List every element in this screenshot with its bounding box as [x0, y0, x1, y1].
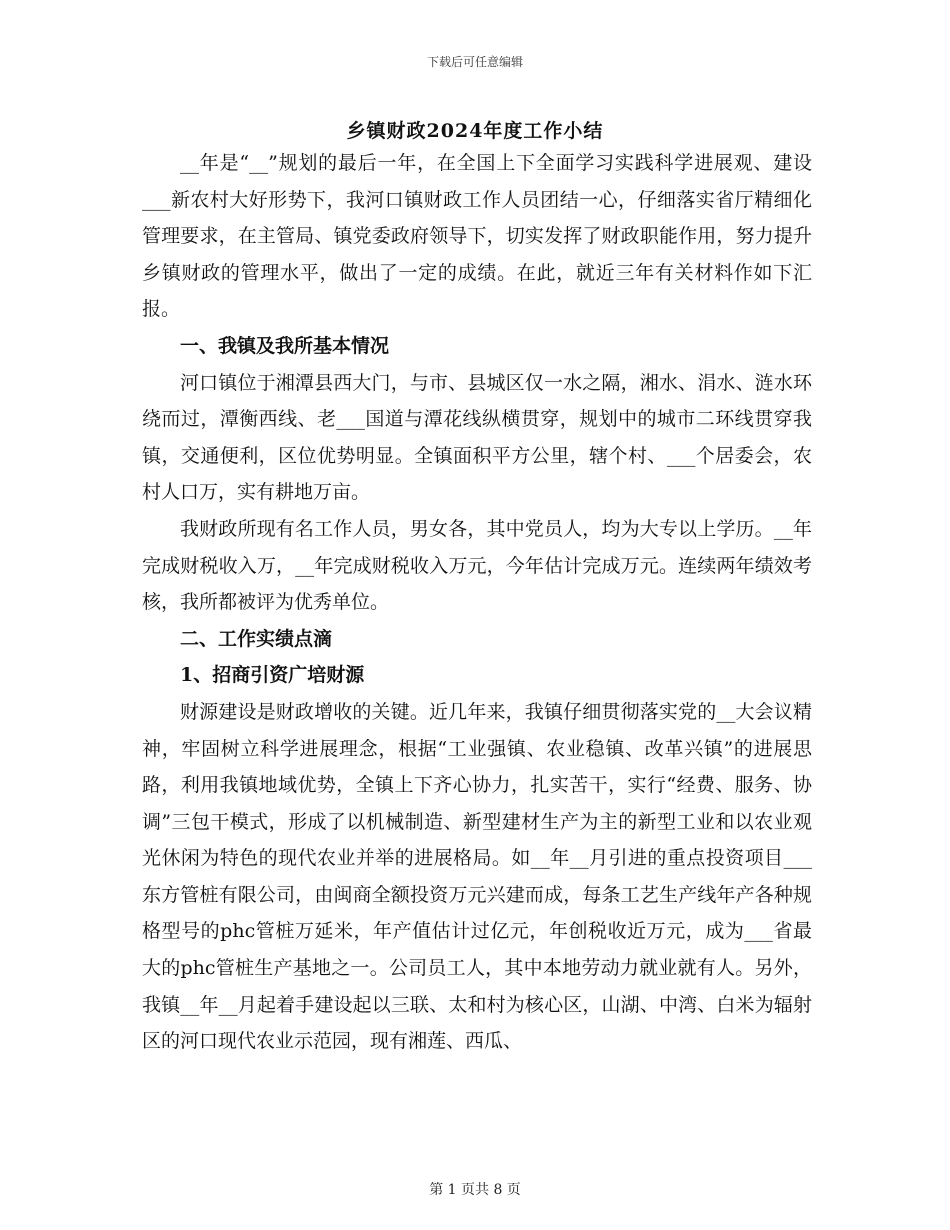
document-title: 乡镇财政2024年度工作小结	[346, 120, 604, 142]
page-footer: 第 1 页共 8 页	[429, 1182, 521, 1198]
section-heading-achievements: 二、工作实绩点滴	[180, 627, 333, 650]
paragraph-finance-office: 我财政所现有名工作人员，男女各，其中党员人，均为大专以上学历。__年完成财税收入万，__年完成财税收入万元，今年估计完成万元。连续两年绩效考核，我所都被评为优秀单位。	[142, 517, 812, 614]
document-body	[142, 145, 812, 1060]
subsection-heading-investment: 1、招商引资广培财源	[180, 664, 365, 687]
paragraph-investment: 财源建设是财政增收的关键。近几年来，我镇仔细贯彻落实党的__大会议精神，牢固树立科学进展理念，根据“工业强镇、农业稳镇、改革兴镇”的进展思路，利用我镇地域优势，全镇上下齐心协力，扎实苦干，实行“经费、服务、协调”三包干模式，形成了以机械制造、新型建材生产为主的新型工业和以农业观光休闲为特色的现代农业并举的进展格局。如__年__月引进的重点投资项目___东方管桩有限公司，由闽商全额投资万元兴建而成，每条工艺生产线年产各种规格型号的phc管桩万延米，年产值估计过亿元，年创税收近万元，成为___省最大的phc管桩生产基地之一。公司员工人，其中本地劳动力就业就有人。另外，我镇__年__月起着手建设起以三联、太和村为核心区，山湖、中湾、白米为辐射区的河口现代农业示范园，现有湘莲、西瓜、	[142, 700, 812, 1053]
header-note: 下载后可任意编辑	[426, 55, 523, 69]
section-heading-basic-info: 一、我镇及我所基本情况	[180, 334, 390, 357]
paragraph-intro: __年是“__”规划的最后一年，在全国上下全面学习实践科学进展观、建设___新农村大好形势下，我河口镇财政工作人员团结一心，仔细落实省厅精细化管理要求，在主管局、镇党委政府领导下，切实发挥了财政职能作用，努力提升乡镇财政的管理水平，做出了一定的成绩。在此，就近三年有关材料作如下汇报。	[142, 152, 812, 321]
paragraph-town-overview: 河口镇位于湘潭县西大门，与市、县城区仅一水之隔，湘水、涓水、涟水环绕而过，潭衡西线、老___国道与潭花线纵横贯穿，规划中的城市二环线贯穿我镇，交通便利，区位优势明显。全镇面积平方公里，辖个村、___个居委会，农村人口万，实有耕地万亩。	[142, 371, 812, 504]
